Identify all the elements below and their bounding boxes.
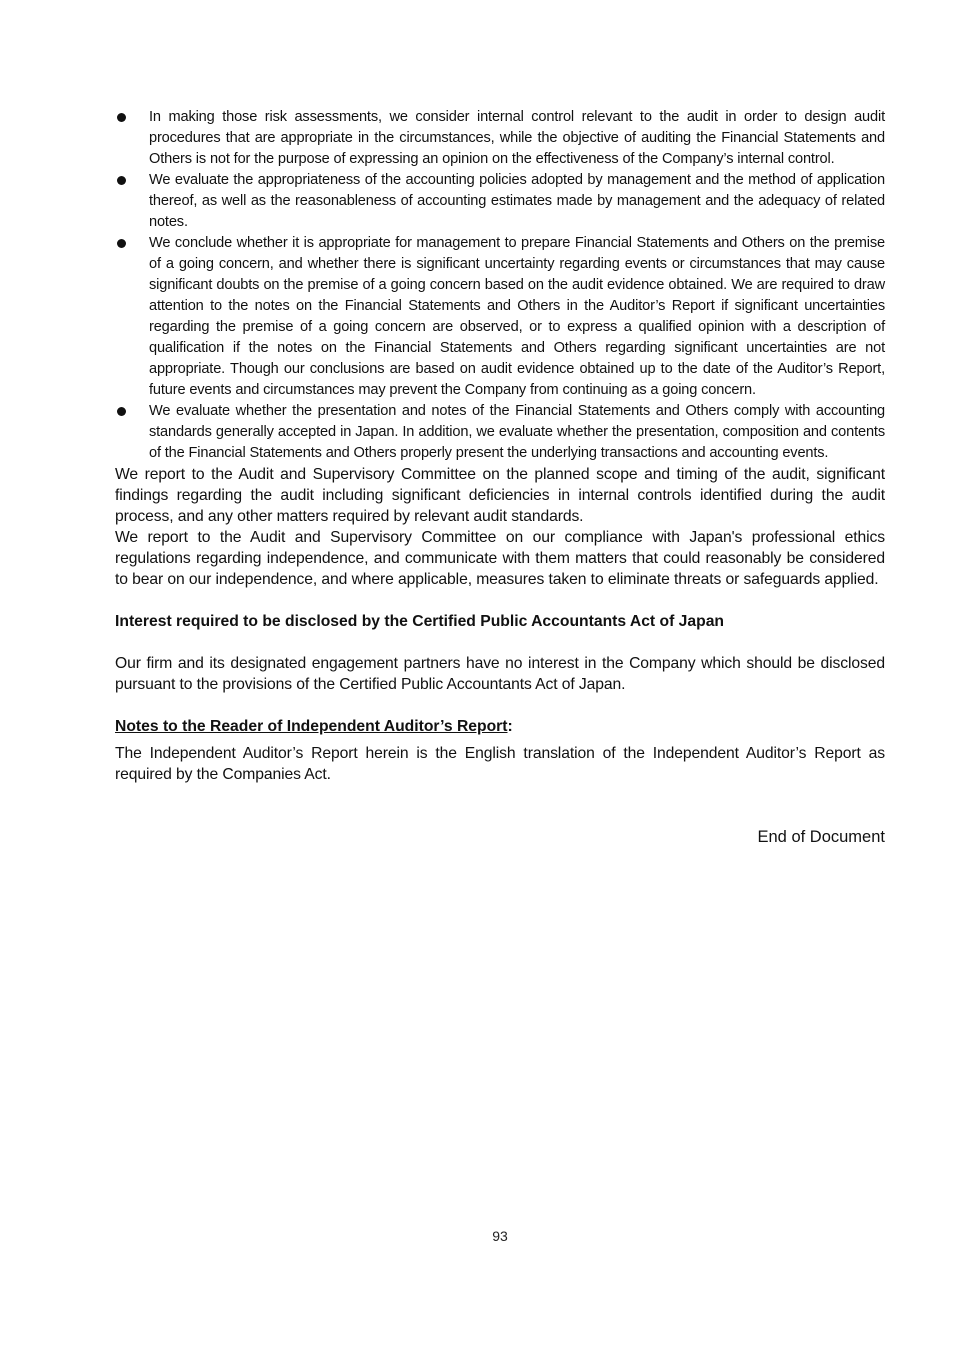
bullet-text: We conclude whether it is appropriate for management to prepare Financial Statements and Others on the premise of a going concern, and whether there is significant uncertainty regarding events or circumstances that may cause significant doubts on the premise of a going concern based on the audit evidence obtained. We are required to draw attention to the notes on the Financial Statements and Others in the Auditor’s Report if significant uncertainties regarding the premise of a going concern are observed, or to express a qualified opinion with a description of qualification if the notes on the Financial Statements and Others regarding significant uncertainties are not appropriate. Though our conclusions are based on audit evidence obtained up to the date of the Auditor’s Report, future events and circumstances may prevent the Company from continuing as a going concern. — [149, 235, 885, 398]
notes-section-body: The Independent Auditor’s Report herein is the English translation of the Independent Auditor’s Report as required by the Companies Act. — [115, 745, 885, 783]
list-item — [115, 233, 885, 401]
bullet-text: We evaluate the appropriateness of the accounting policies adopted by management and the method of application thereof, as well as the reasonableness of accounting estimates made by management and the adequacy of related notes. — [149, 172, 885, 230]
end-of-document: End of Document — [757, 828, 885, 846]
page-content — [115, 107, 885, 865]
list-item — [115, 107, 885, 170]
audit-procedures-list — [115, 107, 885, 464]
bullet-icon — [117, 407, 126, 416]
bullet-text: We evaluate whether the presentation and notes of the Financial Statements and Others comply with accounting standards generally accepted in Japan. In addition, we evaluate whether the presentation, composition and contents of the Financial Statements and Others properly present the underlying transactions and accounting events. — [149, 403, 885, 461]
notes-heading-colon: : — [507, 718, 513, 735]
report-scope-paragraph: We report to the Audit and Supervisory Committee on the planned scope and timing of the audit, significant findings regarding the audit including significant deficiencies in internal controls identified during the audit process, and any other matters required by relevant audit standards. — [115, 466, 885, 525]
bullet-icon — [117, 113, 126, 122]
list-item — [115, 401, 885, 464]
interest-section-heading: Interest required to be disclosed by the Certified Public Accountants Act of Japan — [115, 613, 725, 630]
list-item — [115, 170, 885, 233]
notes-heading-text: Notes to the Reader of Independent Auditor’s Report — [115, 718, 508, 735]
page-number: 93 — [492, 1228, 508, 1244]
bullet-icon — [117, 239, 126, 248]
report-ethics-paragraph: We report to the Audit and Supervisory Committee on our compliance with Japan's professional ethics regulations regarding independence, and communicate with them matters that could reasonably be considered to bear on our independence, and where applicable, measures taken to eliminate threats or safeguards applied. — [115, 529, 885, 588]
bullet-text: In making those risk assessments, we consider internal control relevant to the audit in order to design audit procedures that are appropriate in the circumstances, while the objective of auditing the Financial Statements and Others is not for the purpose of expressing an opinion on the effectiveness of the Company’s internal control. — [149, 109, 885, 167]
notes-section-heading — [115, 716, 885, 737]
bullet-icon — [117, 176, 126, 185]
interest-section-body: Our firm and its designated engagement partners have no interest in the Company which should be disclosed pursuant to the provisions of the Certified Public Accountants Act of Japan. — [115, 655, 885, 693]
